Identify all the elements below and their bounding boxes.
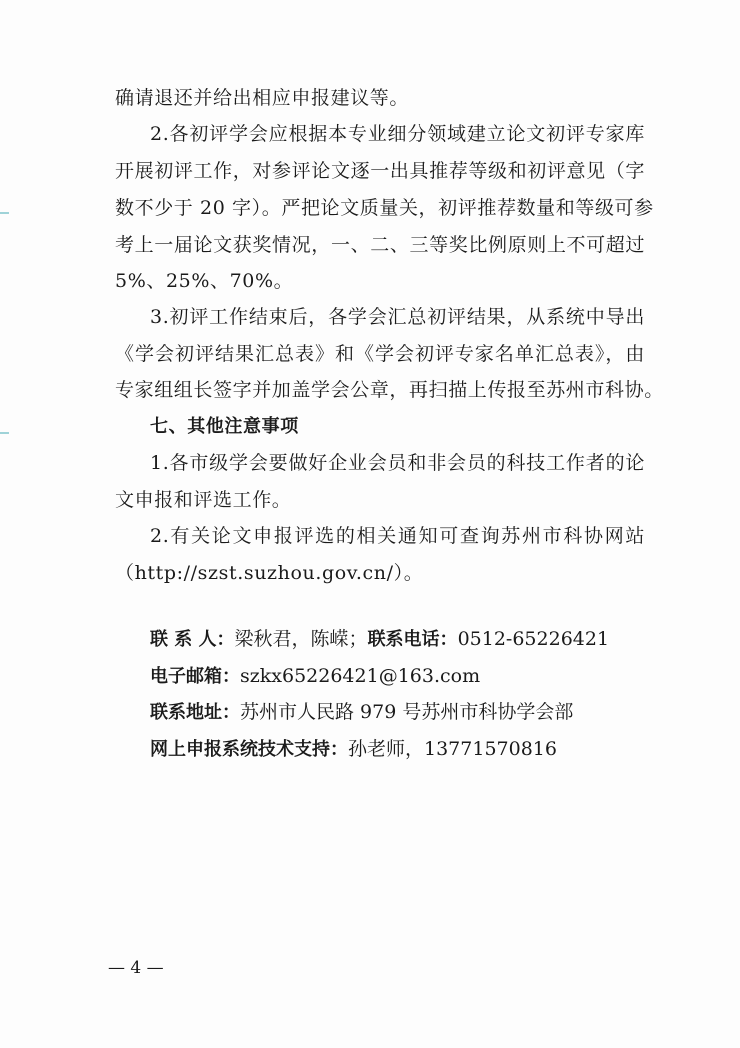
- contact-person-row: [150, 621, 609, 658]
- tech-support-row: [150, 731, 557, 768]
- tech-support-value: 孙老师，13771570816: [348, 738, 557, 760]
- paragraph-2-line: 2.各初评学会应根据本专业细分领域建立论文初评专家库: [150, 123, 645, 145]
- contact-person-value: 梁秋君，陈嵘；: [234, 628, 368, 650]
- contact-address-value: 苏州市人民路 979 号苏州市科协学会部: [240, 701, 574, 723]
- contact-email-row: [150, 658, 480, 695]
- contact-email-label: 电子邮箱：: [150, 666, 240, 687]
- text-line: 开展初评工作，对参评论文逐一出具推荐等级和初评意见（字: [115, 160, 645, 182]
- section-heading: 七、其他注意事项: [150, 416, 299, 437]
- text-line: 《学会初评结果汇总表》和《学会初评专家名单汇总表》，由: [115, 343, 645, 365]
- page-number: — 4 —: [108, 958, 164, 978]
- contact-person-label: 联 系 人：: [150, 629, 235, 650]
- text-line: 5%、25%、70%。: [115, 270, 294, 292]
- contact-address-row: [150, 694, 573, 731]
- tech-support-label: 网上申报系统技术支持：: [150, 739, 348, 760]
- text-line: 文申报和评选工作。: [115, 489, 292, 511]
- paragraph-2-line: 2.有关论文申报评选的相关通知可查询苏州市科协网站: [150, 525, 645, 547]
- contact-phone-label: 联系电话：: [367, 629, 458, 650]
- text-line: 数不少于 20 字）。严把论文质量关，初评推荐数量和等级可参: [115, 197, 654, 219]
- contact-address-label: 联系地址：: [150, 702, 240, 723]
- website-line: （http://szst.suzhou.gov.cn/）。: [115, 562, 424, 584]
- contact-phone-value: 0512-65226421: [457, 628, 610, 650]
- contact-email-value: szkx65226421@163.com: [240, 665, 481, 687]
- text-line: 确请退还并给出相应申报建议等。: [115, 87, 410, 109]
- scan-edge-mark: [0, 432, 9, 434]
- scan-edge-mark: [0, 212, 9, 214]
- text-line: 专家组组长签字并加盖学会公章，再扫描上传报至苏州市科协。: [115, 379, 664, 401]
- text-line: 考上一届论文获奖情况，一、二、三等奖比例原则上不可超过: [115, 234, 645, 256]
- paragraph-1-line: 1.各市级学会要做好企业会员和非会员的科技工作者的论: [150, 452, 645, 474]
- paragraph-3-line: 3.初评工作结束后，各学会汇总初评结果，从系统中导出: [150, 306, 645, 328]
